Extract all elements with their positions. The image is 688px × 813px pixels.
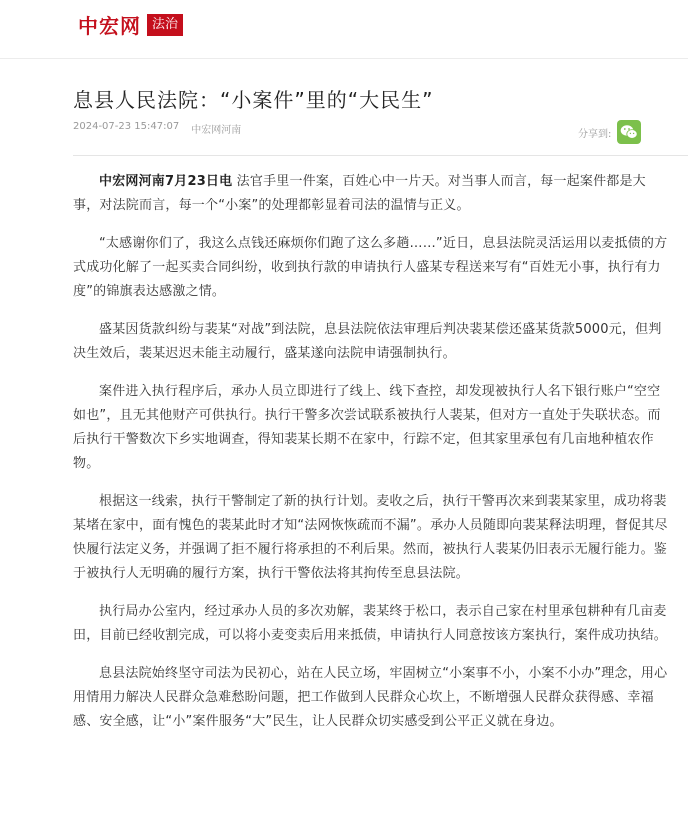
article-paragraph: 根据这一线索，执行干警制定了新的执行计划。麦收之后，执行干警再次来到裴某家里，成功将裴某堵在家中，面有愧色的裴某此时才知“法网恢恢疏而不漏”。承办人员随即向裴某释法明理，督促其尽快履行法定义务，并强调了拒不履行将承担的不利后果。然而，被执行人裴某仍旧表示无履行能力。鉴于被执行人无明确的履行方案，执行干警依法将其拘传至息县法院。 bbox=[73, 494, 668, 581]
article-paragraph: “太感谢你们了，我这么点钱还麻烦你们跑了这么多趟……”近日，息县法院灵活运用以麦抵债的方式成功化解了一起买卖合同纠纷，收到执行款的申请执行人盛某专程送来写有“百姓无小事，执行有力度”的锦旗表达感激之情。 bbox=[73, 236, 668, 299]
logo-text[interactable]: 中宏网 bbox=[78, 14, 141, 38]
title-divider bbox=[73, 155, 688, 156]
article-meta bbox=[73, 121, 241, 136]
article-paragraph: 盛某因货款纠纷与裴某“对战”到法院，息县法院依法审理后判决裴某偿还盛某货款5000元，但判决生效后，裴某迟迟未能主动履行，盛某遂向法院申请强制执行。 bbox=[73, 322, 662, 361]
site-header bbox=[0, 0, 688, 59]
publish-datetime: 2024-07-23 15:47:07 bbox=[73, 121, 180, 132]
wechat-icon bbox=[620, 124, 638, 140]
article-paragraph: 执行局办公室内，经过承办人员的多次劝解，裴某终于松口，表示自己家在村里承包耕种有几亩麦田，目前已经收割完成，可以将小麦变卖后用来抵债，申请执行人同意按该方案执行，案件成功执结。 bbox=[73, 604, 668, 643]
article-title: 息县人民法院：“小案件”里的“大民生” bbox=[73, 88, 434, 112]
article-body bbox=[73, 170, 668, 748]
dateline: 中宏网河南7月23日电 bbox=[99, 174, 233, 189]
share-bar bbox=[578, 120, 641, 144]
article-paragraph: 案件进入执行程序后，承办人员立即进行了线上、线下查控，却发现被执行人名下银行账户“空空如也”，且无其他财产可供执行。执行干警多次尝试联系被执行人裴某，但对方一直处于失联状态。而后执行干警数次下乡实地调查，得知裴某长期不在家中，行踪不定，但其家里承包有几亩地种植农作物。 bbox=[73, 384, 661, 471]
share-label: 分享到: bbox=[578, 128, 612, 140]
article-source: 中宏网河南 bbox=[191, 125, 242, 136]
paragraph-text: 法官手里一件案，百姓心中一片天。对当事人而言，每一起案件都是大事，对法院而言，每一个“小案”的处理都彰显着司法的温情与正义。 bbox=[73, 174, 646, 213]
article-paragraph: 息县法院始终坚守司法为民初心，站在人民立场，牢固树立“小案事不小，小案不小办”理念，用心用情用力解决人民群众急难愁盼问题，把工作做到人民群众心坎上，不断增强人民群众获得感、幸福感、安全感，让“小”案件服务“大”民生，让人民群众切实感受到公平正义就在身边。 bbox=[73, 666, 668, 729]
article-paragraph bbox=[73, 170, 668, 218]
channel-badge[interactable]: 法治 bbox=[147, 14, 183, 36]
wechat-share-button[interactable] bbox=[617, 120, 641, 144]
site-logo[interactable] bbox=[78, 10, 183, 39]
